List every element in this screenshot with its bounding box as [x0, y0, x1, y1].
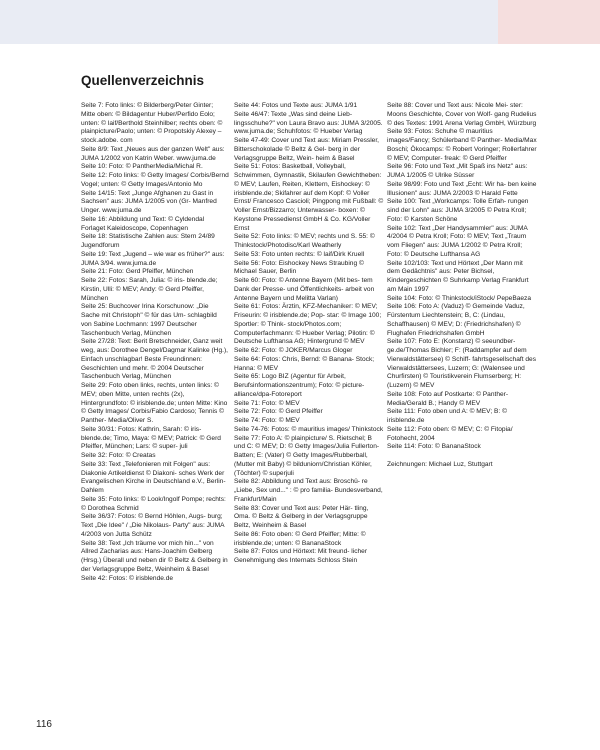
reference-entry: Seite 102/103: Text und Hörtext „Der Mann mit dem Gedächtnis" aus: Peter Bichsel, Kindergeschichten © Suhrkamp Verlag Frankfurt am Main 1997 [387, 259, 529, 293]
reference-entry: Seite 108: Foto auf Postkarte: © Panther- Media/Gerald B.; Handy © MEV [387, 390, 509, 407]
page-number: 116 [36, 719, 52, 730]
reference-entry: Seite 98/99: Foto und Text „Echt: Wir ha- ben keine Illusionen" aus: JUMA 2/2003 © Harald Fette [387, 180, 537, 197]
reference-entry: Seite 10: Foto: © PantherMedia/Michal R. [81, 163, 203, 171]
reference-entry: Seite 32: Foto: © Creatas [81, 452, 156, 459]
header-band-blue [0, 0, 498, 44]
reference-entry: Seite 14/15: Text „Junge Afghanen zu Gast in Sachsen" aus: JUMA 1/2005 von (Gr- Manfred Unger. www.juma.de [81, 189, 217, 214]
reference-entry: Seite 114: Foto: © BananaStock [387, 443, 481, 451]
reference-entry: Seite 8/9: Text „Neues aus der ganzen Welt" aus: JUMA 1/2002 von Katrin Weber. www.juma.de [81, 145, 225, 162]
reference-entry: Seite 30/31: Fotos: Kathrin, Sarah: © iris- blende.de; Timo, Maya: © MEV; Patrick: © Gerd Pfeiffer, München; Lars: © super- juli [81, 425, 221, 451]
reference-entry: Seite 12: Foto links: © Getty Images/ Corbis/Bernd Vogel; unten: © Getty Images/Antonio Mo [81, 172, 229, 188]
reference-entry: Seite 27/28: Text: Berit Bretschneider, Ganz weit weg, aus: Dorothee Dengel/Dagmar Kalinke (Hg.), Einfach unschlagbar! Beste Freundinnen: Geschichten und mehr. © 2004 Deutscher Taschenbuch Verlag, München [81, 338, 228, 381]
reference-entry: Seite 56: Foto: Eishockey News Straubing © Michael Sauer, Berlin [234, 259, 364, 276]
reference-entry: Seite 77: Foto A: © plainpicture/ S. Rietschel; B und C: © MEV; D: © Getty Images/Julia Fullerton-Batten; E: (Vater) © Getty Images/Rubberball, (Mutter mit Baby) © bilduniorn/Christian Köhler, (Töchter) © superjuli [234, 434, 380, 477]
reference-entry: Seite 102: Text „Der Handysammler" aus: JUMA 4/2004 © Petra Kroll; Foto: © MEV; Text „Traum vom Fliegen" aus: JUMA 1/2002 © Petra Kroll; Foto: © Deutsche Lufthansa AG [387, 224, 528, 258]
reference-entry: Seite 72: Foto: © Gerd Pfeiffer [234, 408, 323, 416]
reference-entry: Seite 46/47: Texte „Was sind deine Lieb- lingsschuhe?" von Laura Bravo aus: JUMA 3/2005. www.juma.de; Schuhfotos: © Hueber Verlag [234, 110, 383, 136]
reference-entry: Seite 22: Fotos: Sarah, Julia: © iris- blende.de; Kirstin, Ulli: © MEV; Andy: © Gerd Pfeiffer, München [81, 277, 218, 302]
reference-entry: Seite 62: Foto: © JOKER/Marcus Gloger [234, 347, 353, 354]
reference-entry: Seite 61: Fotos: Ärztin, KFZ-Mechaniker: © MEV; Friseurin: © irisblende.de; Pop- star: © Image 100; Sportler: © Think- stock/Photos.com; Computerfachmann: © Hueber Verlag; Pilotin: © Deutsche Lufthansa AG; Hintergrund © MEV [234, 303, 382, 346]
reference-entry: Seite 96: Foto und Text „Mit Spaß ins Netz" aus: JUMA 1/2005 © Ulrike Süsser [387, 163, 528, 179]
reference-entry: Seite 35: Foto links: © Look/Ingolf Pompe; rechts: © Dorothea Schmid [81, 495, 226, 512]
reference-entry: Seite 64: Fotos: Chris, Bernd: © Banana- Stock; Hanna: © MEV [234, 355, 375, 372]
reference-entry: Seite 107: Foto E: (Konstanz) © seeundber- ge.de/Thomas Bichler; F: (Raddampfer auf dem Vierwaldstättersee) © Schiff- fahrtsgesellschaft des Vierwaldstättersees, Luzern; G: (Walensee und Churfirsten) © Touristikverein Flumserberg; H: (Luzern) © MEV [387, 338, 537, 389]
reference-entry: Seite 42: Fotos: © irisblende.de [81, 574, 174, 582]
reference-entry: Seite 36/37: Fotos: © Bernd Höhlen, Augs- burg; Text „Die Idee" / „Die Nikolaus- Party" aus: JUMA 4/2003 von Jutta Schütz [81, 513, 225, 538]
reference-entry: Seite 104: Foto: © Thinkstock/iStock/ PepeBaeza [387, 294, 532, 302]
reference-entry: Seite 74: Foto: © MEV [234, 417, 300, 424]
reference-entry: Seite 52: Foto links: © MEV; rechts und S. 55: © Thinkstock/Photodisc/Karl Weatherly [234, 233, 375, 249]
reference-entry: Seite 44: Fotos und Texte aus: JUMA 1/91 [234, 102, 358, 109]
reference-entry: Seite 53: Foto unten rechts: © laif/Dirk Kruell [234, 250, 365, 258]
reference-entry: Seite 38: Text „Ich träume vor mich hin..." von Allred Zacharias aus: Hans-Joachim Gelberg (Hrsg.) Überall und neben dir © Beltz & Gelberg in der Verlagsgruppe Beltz, Weinheim & Basel [81, 539, 228, 573]
references-column-1 [81, 102, 229, 583]
reference-entry: Seite 111: Foto oben und A: © MEV; B: © irisblende.de [387, 408, 507, 424]
header-band [0, 0, 600, 44]
references-column-2 [234, 102, 384, 566]
reference-entry: Seite 86: Foto oben: © Gerd Pfeiffer; Mitte: © irisblende.de; unten: © BananaStock [234, 530, 366, 547]
reference-entry: Seite 87: Fotos und Hörtext: Mit freund- licher Genehmigung des Internats Schloss Stein [234, 548, 368, 564]
reference-entry: Seite 112: Foto oben: © MEV; C: © Fitopia/ Fotohecht, 2004 [387, 425, 513, 442]
page-title: Quellenverzeichnis [81, 73, 205, 88]
reference-entry: Seite 47-49: Cover und Text aus: Miriam Pressler, Bitterschokolade © Beltz & Gel- berg in der Verlagsgruppe Beltz, Wein- heim & Basel [234, 137, 380, 162]
reference-entry: Seite 60: Foto: © Antenne Bayern (Mit bes- tem Dank der Presse- und Öffentlichkeits- arbeit von Antenne Bayern und Melitta Varlan) [234, 277, 375, 302]
reference-entry: Seite 82: Abbildung und Text aus: Broschü- re „Liebe, Sex und..." : © pro familia- Bundesverband, Frankfurt/Main [234, 478, 383, 503]
references-column-3 [387, 102, 537, 470]
reference-entry: Seite 29: Foto oben links, rechts, unten links: © MEV; oben Mitte, unten rechts (2x), Hintergrundfoto: © irisblende.de; unten Mitte: Kino © Getty Images/ Corbis/Fabio Cardoso; Tennis © Panther- Media/Oliver S. [81, 382, 228, 424]
column-3-entries [387, 102, 537, 452]
reference-entry: Seite 7: Foto links: © Bilderberg/Peter Ginter; Mitte oben: © Bildagentur Huber/Perfido Eolo; unten: © laif/Berthold Steinhilber; rechts oben: © plainpicture/Paolo; unten: © Propotskiy Alexey – stock.adobe. com [81, 102, 223, 144]
reference-entry: Seite 74-76: Fotos: © mauritius images/ Thinkstock [234, 425, 384, 433]
reference-entry: Seite 16: Abbildung und Text: © Cyldendal Forlaget Kaleidoscope, Copenhagen [81, 215, 205, 232]
reference-entry: Seite 83: Cover und Text aus: Peter Här- tling, Oma. © Beltz & Gelberg in der Verlagsgruppe Beltz, Weinheim & Basel [234, 504, 369, 529]
reference-entry: Seite 93: Fotos: Schuhe © mauritius images/Fancy; Schülerband © Panther- Media/Max Boschi; Ökocamps: © Robert Voringer; Rollerfahrer © MEV; Computer- freak: © Gerd Pfeiffer [387, 128, 537, 162]
reference-entry: Seite 88: Cover und Text aus: Nicole Mei- ster: Moons Geschichte, Cover von Wolf- gang Rudelius © des Textes: 1991 Arena Verlag GmbH, Würzburg [387, 102, 537, 127]
reference-entry: Seite 21: Foto: Gerd Pfeiffer, München [81, 268, 194, 276]
reference-entry: Seite 18: Statistische Zahlen aus: Stern 24/89 Jugendforum [81, 233, 215, 249]
header-band-accent [498, 0, 600, 44]
reference-entry: Seite 25: Buchcover Irina Korschunow: „Die Sache mit Christoph" © für das Um- schlagbild von Sabine Lochmann: 1997 Deutscher Taschenbuch Verlag, München [81, 303, 217, 337]
reference-entry: Seite 19: Text „Jugend – wie war es früher?" aus: JUMA 3/94. www.juma.de [81, 250, 225, 267]
reference-entry: Seite 100: Text „Workcamps: Tolle Erfah- rungen sind der Lohn" aus: JUMA 3/2005 © Petra Kroll; Foto: © Karsten Schöne [387, 198, 529, 223]
reference-entry: Seite 33: Text „Telefonieren mit Folgen" aus: Diakonie Artikeldienst © Diakoni- sches Werk der Evangelischen Kirche in Deutschland e.V., Berlin-Dahlem [81, 460, 226, 494]
drawings-credit: Zeichnungen: Michael Luz, Stuttgart [387, 461, 493, 468]
reference-entry: Seite 65: Logo BIZ (Agentur für Arbeit, Berufsinformationszentrum); Foto: © picture-alliance/dpa-Fotoreport [234, 373, 365, 398]
reference-entry: Seite 106: Foto A: (Vaduz) © Gemeinde Vaduz, Fürstentum Liechtenstein; B, C: (Lindau, Schaffhausen) © MEV; D: (Friedrichshafen) © Flughafen Friedrichshafen GmbH [387, 303, 525, 337]
reference-entry: Seite 51: Fotos: Basketball, Volleyball, Schwimmen, Gymnastik, Skilaufen Gewichtheben: © MEV; Laufen, Reiten, Klettern, Eishockey: © irisblende.de; Skifahrer auf dem Kopf: © Voller Ernst/ Francesco Cascioli; Pingpong mit Fußball: © Voller Ernst/Bizzarro; Unterwasser- boxen: © Keystone Pressedienst GmbH & Co. KG/Voller Ernst [234, 163, 384, 232]
reference-entry: Seite 71: Foto: © MEV [234, 399, 300, 407]
